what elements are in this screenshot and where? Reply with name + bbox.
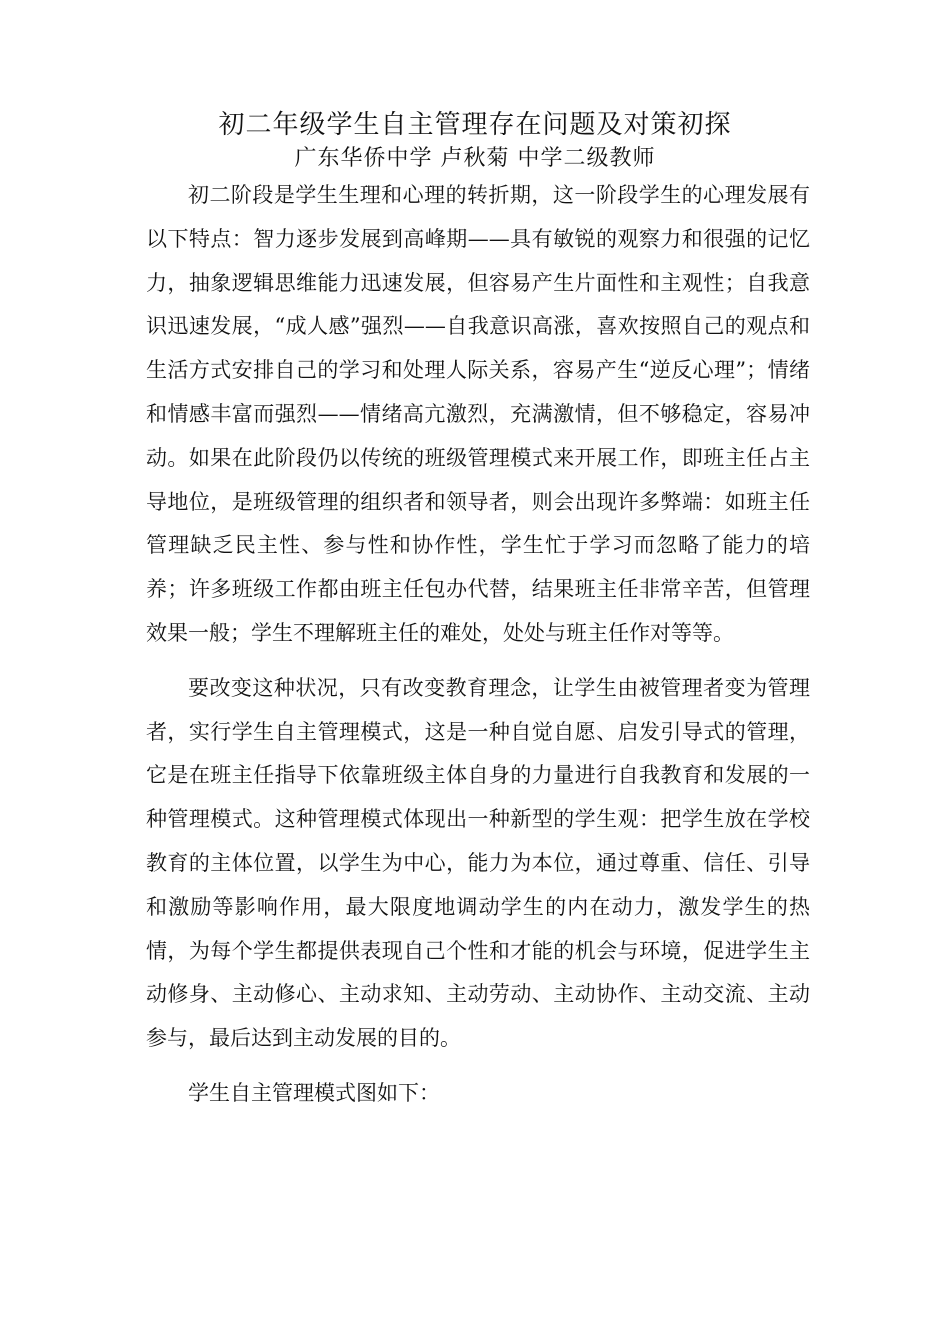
document-title: 初二年级学生自主管理存在问题及对策初探 [218,110,732,140]
document-body [146,174,810,1116]
author-line: 广东华侨中学 卢秋菊 中学二级教师 [294,146,656,171]
paragraph-1: 初二阶段是学生生理和心理的转折期，这一阶段学生的心理发展有以下特点：智力逐步发展到高峰期——具有敏锐的观察力和很强的记忆力，抽象逻辑思维能力迅速发展，但容易产生片面性和主观性；自我意识迅速发展，“成人感”强烈——自我意识高涨，喜欢按照自己的观点和生活方式安排自己的学习和处理人际关系，容易产生“逆反心理”；情绪和情感丰富而强烈——情绪高亢激烈，充满激情，但不够稳定，容易冲动。如果在此阶段仍以传统的班级管理模式来开展工作，即班主任占主导地位，是班级管理的组织者和领导者，则会出现许多弊端：如班主任管理缺乏民主性、参与性和协作性，学生忙于学习而忽略了能力的培养；许多班级工作都由班主任包办代替，结果班主任非常辛苦，但管理效果一般；学生不理解班主任的难处，处处与班主任作对等等。 [146,183,810,645]
paragraph-2: 要改变这种状况，只有改变教育理念，让学生由被管理者变为管理者，实行学生自主管理模式，这是一种自觉自愿、启发引导式的管理，它是在班主任指导下依靠班级主体自身的力量进行自我教育和发展的一种管理模式。这种管理模式体现出一种新型的学生观：把学生放在学校教育的主体位置，以学生为中心，能力为本位，通过尊重、信任、引导和激励等影响作用，最大限度地调动学生的内在动力，激发学生的热情，为每个学生都提供表现自己个性和才能的机会与环境，促进学生主动修身、主动修心、主动求知、主动劳动、主动协作、主动交流、主动参与，最后达到主动发展的目的。 [146,675,810,1051]
paragraph-3: 学生自主管理模式图如下： [188,1080,440,1105]
